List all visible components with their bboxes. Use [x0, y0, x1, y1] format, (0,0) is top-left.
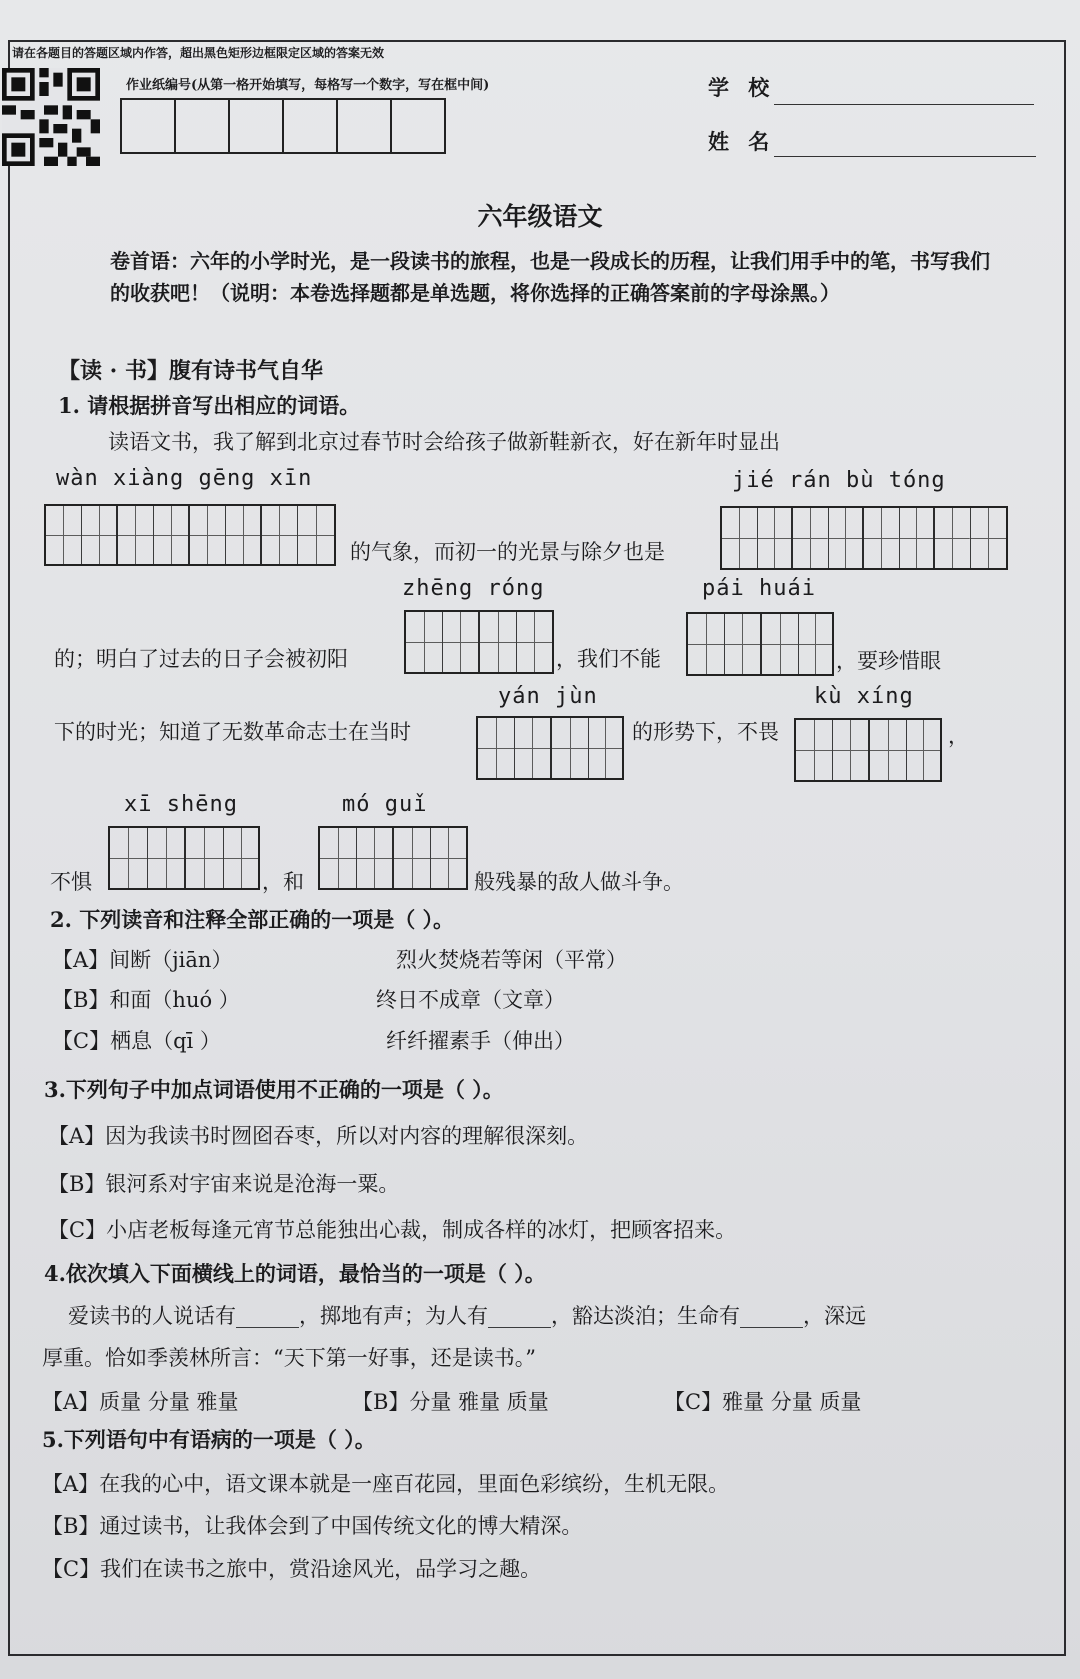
- name-field[interactable]: [774, 156, 1036, 157]
- name-label: 姓 名: [708, 129, 776, 154]
- q1-text-4: ，我们不能: [556, 647, 661, 671]
- pinyin-1: wàn xiàng gēng xīn: [56, 466, 313, 491]
- q1-text-3: 的；明白了过去的日子会被初阳: [54, 647, 348, 671]
- q4-option-c[interactable]: 【C】雅量 分量 质量: [664, 1390, 862, 1414]
- q4-line1: 爱读书的人说话有______，掷地有声；为人有______，豁达淡泊；生命有______，深远: [68, 1304, 866, 1328]
- answer-grid-4[interactable]: [686, 612, 834, 676]
- q2-option-a-note: 烈火焚烧若等闲（平常）: [396, 948, 627, 972]
- q2-title: 2. 下列读音和注释全部正确的一项是（ ）。: [50, 907, 455, 932]
- qr-code-icon: [2, 68, 100, 166]
- homework-number-label: 作业纸编号(从第一格开始填写，每格写一个数字，写在框中间): [126, 78, 490, 93]
- q4-line2: 厚重。恰如季羡林所言：“天下第一好事，还是读书。”: [42, 1346, 536, 1370]
- q1-title: 1. 请根据拼音写出相应的词语。: [58, 393, 361, 418]
- pinyin-3: zhēng róng: [402, 576, 545, 601]
- q5-option-c[interactable]: 【C】我们在读书之旅中，赏沿途风光，品学习之趣。: [42, 1557, 542, 1581]
- option-left: 栖息（qī ）: [110, 1029, 221, 1053]
- q4-title: 4.依次填入下面横线上的词语，最恰当的一项是（ ）。: [44, 1261, 546, 1286]
- number-box[interactable]: [390, 98, 446, 154]
- number-box[interactable]: [228, 98, 284, 154]
- number-box[interactable]: [282, 98, 338, 154]
- q5-option-a[interactable]: 【A】在我的心中，语文课本就是一座百花园，里面色彩缤纷，生机无限。: [42, 1472, 730, 1496]
- pinyin-7: xī shēng: [124, 792, 238, 817]
- q1-text-6: 下的时光；知道了无数革命志士在当时: [54, 720, 411, 744]
- answer-grid-2[interactable]: [720, 506, 1008, 570]
- answer-grid-8[interactable]: [318, 826, 468, 890]
- pinyin-2: jié rán bù tóng: [732, 468, 946, 493]
- q2-option-b[interactable]: [52, 984, 240, 1014]
- answer-grid-5[interactable]: [476, 716, 624, 780]
- preface: [58, 245, 1008, 309]
- q1-text-9: 不惧: [50, 870, 92, 894]
- pinyin-4: pái huái: [702, 576, 816, 601]
- q3-title: 3.下列句子中加点词语使用不正确的一项是（ ）。: [44, 1077, 504, 1102]
- answer-grid-7[interactable]: [108, 826, 260, 890]
- number-box[interactable]: [336, 98, 392, 154]
- q4-option-b[interactable]: 【B】分量 雅量 质量: [352, 1390, 549, 1414]
- q2-option-b-note: 终日不成章（文章）: [376, 988, 565, 1012]
- option-key: 【A】: [52, 948, 110, 972]
- answer-grid-1[interactable]: [44, 504, 336, 566]
- q1-text-2: 的气象，而初一的光景与除夕也是: [350, 540, 665, 564]
- school-field[interactable]: [774, 104, 1034, 105]
- q1-text-7: 的形势下，不畏: [632, 720, 779, 744]
- number-box[interactable]: [120, 98, 176, 154]
- q5-title: 5.下列语句中有语病的一项是（ ）。: [42, 1427, 376, 1452]
- section-heading: 【读 · 书】腹有诗书气自华: [58, 358, 323, 384]
- pinyin-8: mó guǐ: [342, 792, 428, 817]
- q2-option-a[interactable]: [52, 944, 232, 974]
- q3-option-c[interactable]: 【C】小店老板每逢元宵节总能独出心裁，制成各样的冰灯，把顾客招来。: [48, 1218, 737, 1242]
- q1-text-8: ，: [948, 724, 969, 748]
- q2-option-c-note: 纤纤擢素手（伸出）: [386, 1029, 575, 1053]
- q3-option-a[interactable]: 【A】因为我读书时囫囵吞枣，所以对内容的理解很深刻。: [48, 1124, 589, 1148]
- homework-number-boxes: [120, 98, 444, 154]
- q1-text-10: ，和: [262, 870, 304, 894]
- pinyin-5: yán jùn: [498, 684, 598, 709]
- answer-notice: 请在各题目的答题区域内作答，超出黑色矩形边框限定区域的答案无效: [12, 46, 385, 60]
- option-key: 【C】: [52, 1029, 111, 1053]
- q1-line1: 读语文书，我了解到北京过春节时会给孩子做新鞋新衣，好在新年时显出: [108, 430, 780, 454]
- answer-grid-6[interactable]: [794, 718, 942, 782]
- q3-option-b[interactable]: 【B】银河系对宇宙来说是沧海一粟。: [48, 1172, 400, 1196]
- q2-option-c[interactable]: [52, 1025, 221, 1055]
- option-left: 和面（huó ）: [109, 988, 240, 1012]
- page-title: 六年级语文: [477, 202, 603, 231]
- q5-option-b[interactable]: 【B】通过读书，让我体会到了中国传统文化的博大精深。: [42, 1514, 583, 1538]
- q4-option-a[interactable]: 【A】质量 分量 雅量: [42, 1390, 239, 1414]
- option-left: 间断（jiān）: [109, 948, 233, 972]
- q1-text-11: 般残暴的敌人做斗争。: [474, 870, 684, 894]
- school-label: 学 校: [708, 75, 776, 100]
- number-box[interactable]: [174, 98, 230, 154]
- preface-text: 卷首语：六年的小学时光，是一段读书的旅程，也是一段成长的历程，让我们用手中的笔，书写我们的收获吧！（说明：本卷选择题都是单选题，将你选择的正确答案前的字母涂黑。）: [110, 249, 990, 305]
- option-key: 【B】: [52, 988, 110, 1012]
- q1-text-5: ，要珍惜眼: [836, 649, 941, 673]
- answer-grid-3[interactable]: [404, 610, 554, 674]
- pinyin-6: kù xíng: [814, 684, 914, 709]
